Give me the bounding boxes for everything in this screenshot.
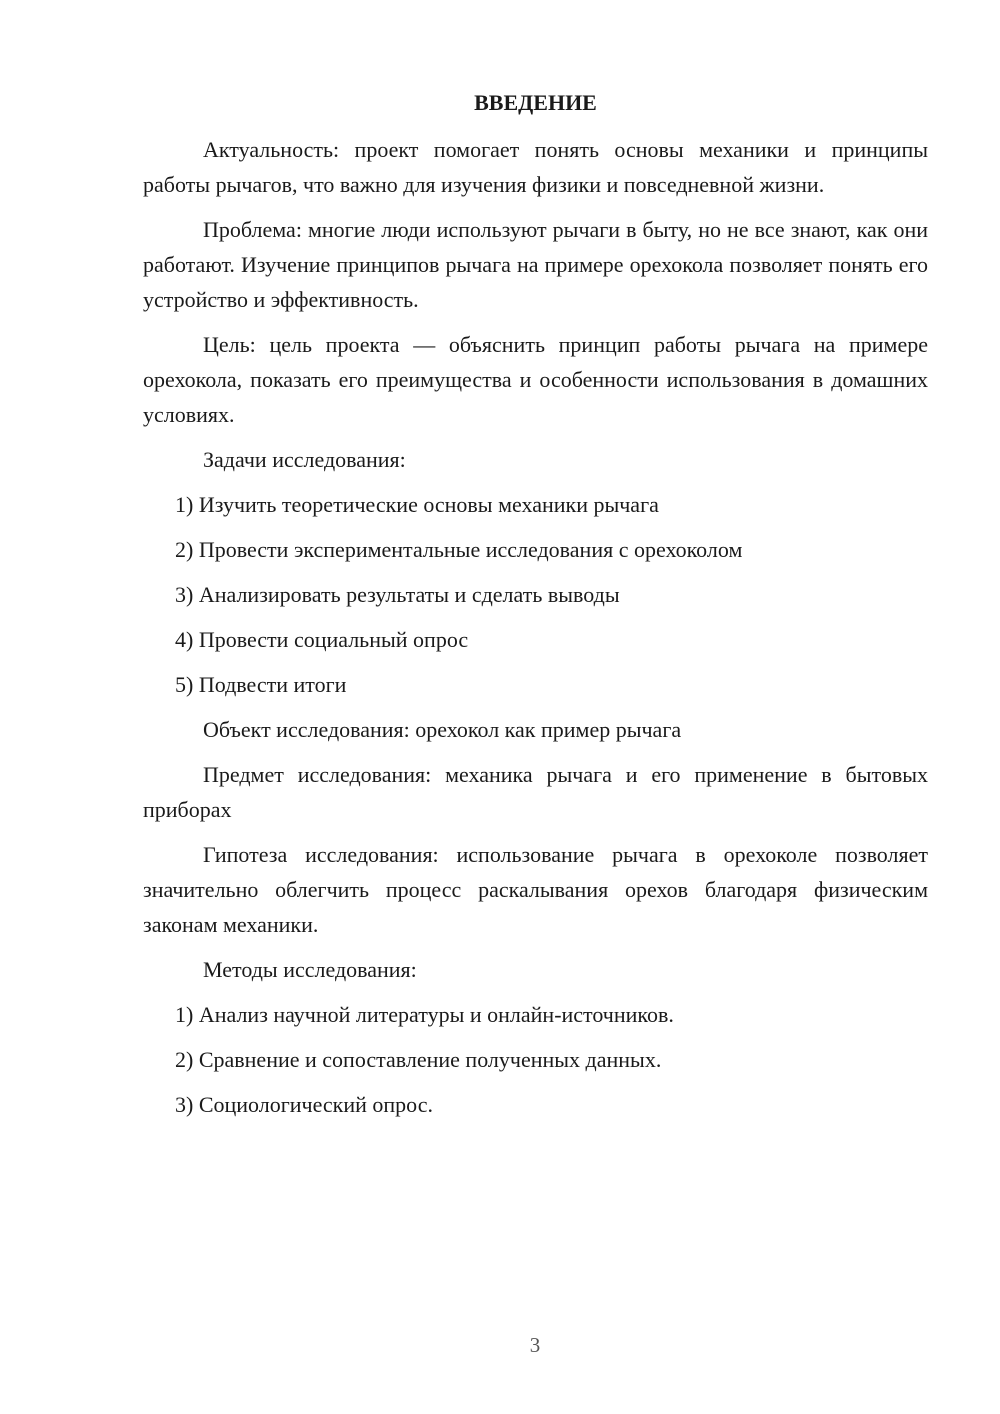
- object-paragraph: Объект исследования: орехокол как пример рычага: [203, 717, 682, 742]
- method-item: 2) Сравнение и сопоставление полученных данных.: [175, 1047, 662, 1072]
- methods-heading: Методы исследования:: [203, 957, 417, 982]
- actuality-paragraph: Актуальность: проект помогает понять основы механики и принципы работы рычагов, что важно для изучения физики и повседневной жизни.: [143, 137, 928, 197]
- page-number: 3: [529, 1333, 541, 1357]
- task-item: 1) Изучить теоретические основы механики рычага: [175, 492, 659, 517]
- tasks-heading: Задачи исследования:: [203, 447, 406, 472]
- problem-paragraph: Проблема: многие люди используют рычаги в быту, но не все знают, как они работают. Изучение принципов рычага на примере орехокола позволяет понять его устройство и эффективность.: [143, 217, 928, 312]
- subject-paragraph: Предмет исследования: механика рычага и его применение в бытовых приборах: [143, 762, 928, 822]
- goal-paragraph: Цель: цель проекта — объяснить принцип работы рычага на примере орехокола, показать его преимущества и особенности использования в домашних условиях.: [143, 332, 928, 427]
- methods-list: [143, 997, 928, 1122]
- hypothesis-paragraph: Гипотеза исследования: использование рычага в орехоколе позволяет значительно облегчить процесс раскалывания орехов благодаря физическим законам механики.: [143, 842, 928, 937]
- task-item: 4) Провести социальный опрос: [175, 627, 469, 652]
- method-item: 1) Анализ научной литературы и онлайн-источников.: [175, 1002, 674, 1027]
- method-item: 3) Социологический опрос.: [175, 1092, 433, 1117]
- task-item: 5) Подвести итоги: [175, 672, 347, 697]
- task-item: 2) Провести экспериментальные исследования с орехоколом: [175, 537, 743, 562]
- section-title: ВВЕДЕНИЕ: [474, 90, 597, 115]
- page-content: [143, 92, 928, 1132]
- tasks-list: [143, 487, 928, 702]
- task-item: 3) Анализировать результаты и сделать выводы: [175, 582, 620, 607]
